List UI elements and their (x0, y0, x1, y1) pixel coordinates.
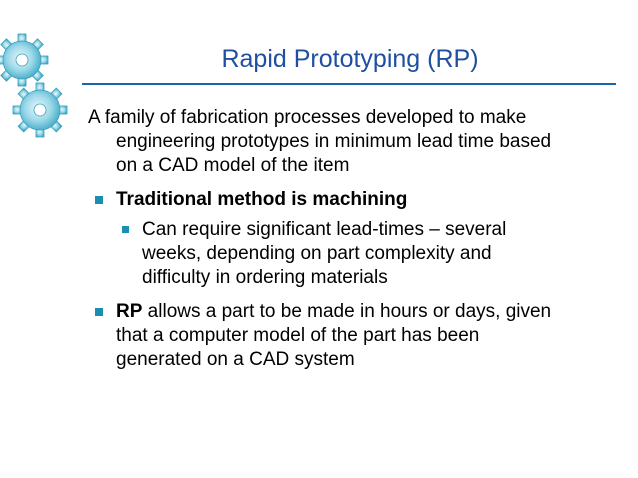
sub-bullet-line: weeks, depending on part complexity and (142, 243, 492, 264)
bullet-icon (95, 196, 103, 204)
bullet-item (116, 300, 616, 372)
sub-bullet-line: Can require significant lead-times – several (142, 219, 507, 240)
intro-line: on a CAD model of the item (116, 155, 350, 176)
bullet-text: allows a part to be made in hours or days, given (142, 301, 552, 322)
bullet-line: generated on a CAD system (116, 349, 355, 370)
sub-bullet-item (142, 218, 618, 290)
intro-line: A family of fabrication processes developed to make (88, 107, 527, 128)
intro-paragraph (88, 106, 618, 178)
bullet-line (116, 300, 616, 324)
bullet-line: that a computer model of the part has been (116, 325, 480, 346)
bullet-icon (95, 308, 103, 316)
sub-bullet-icon (122, 226, 129, 233)
slide-title: Rapid Prototyping (RP) (221, 45, 479, 73)
intro-line: engineering prototypes in minimum lead time based (116, 131, 552, 152)
sub-bullet-line: difficulty in ordering materials (142, 267, 388, 288)
bullet-item: Traditional method is machining (116, 189, 408, 210)
bullet-emphasis: RP (116, 301, 143, 322)
